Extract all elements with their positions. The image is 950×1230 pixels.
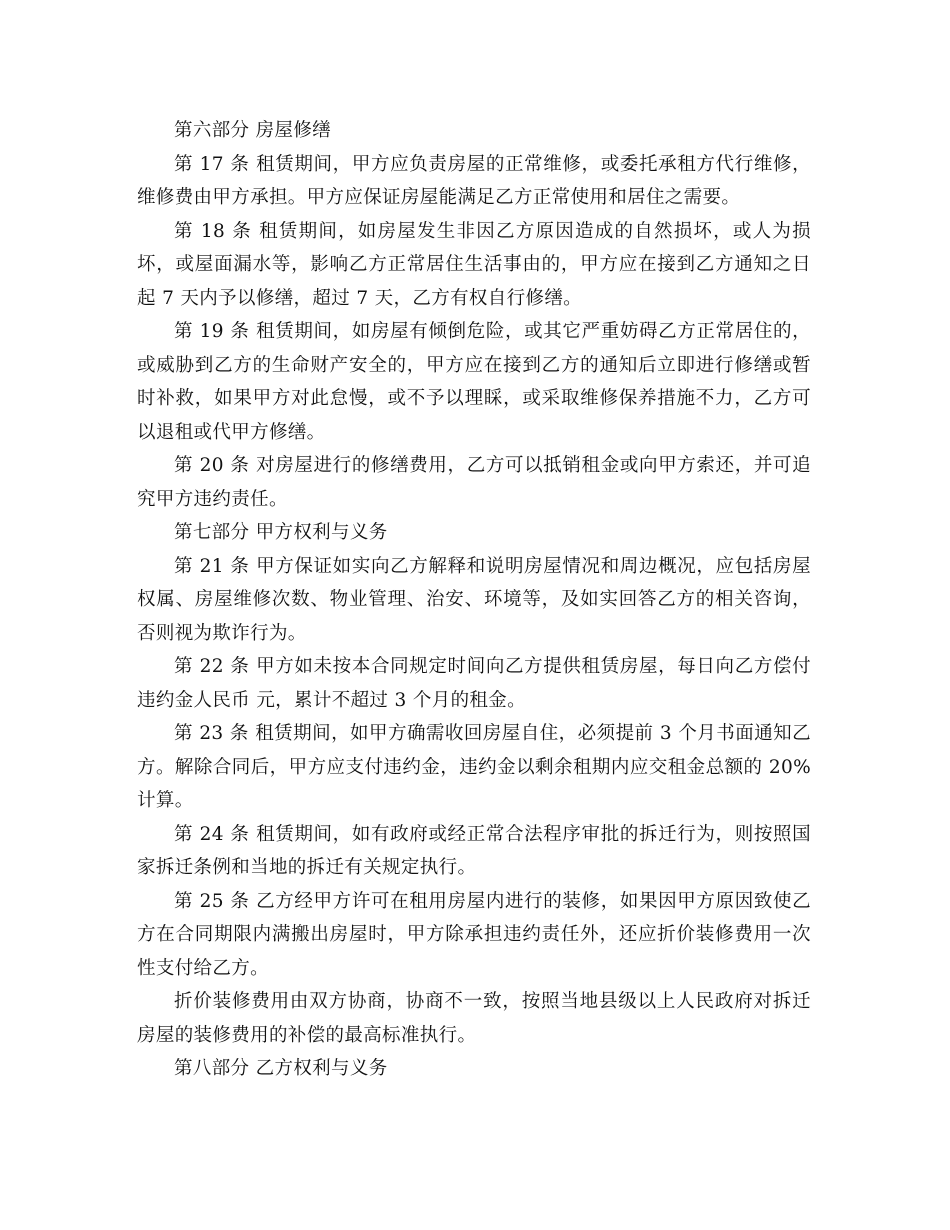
- document-body: [137, 114, 811, 1086]
- article-19: 第 19 条 租赁期间，如房屋有倾倒危险，或其它严重妨碍乙方正常居住的，或威胁到乙方的生命财产安全的，甲方应在接到乙方的通知后立即进行修缮或暂时补救，如果甲方对此怠慢，或不予以理睬，或采取维修保养措施不力，乙方可以退租或代甲方修缮。: [137, 321, 811, 443]
- article-24: 第 24 条 租赁期间，如有政府或经正常合法程序审批的拆迁行为，则按照国家拆迁条例和当地的拆迁有关规定执行。: [137, 823, 811, 878]
- article-21: 第 21 条 甲方保证如实向乙方解释和说明房屋情况和周边概况，应包括房屋权属、房屋维修次数、物业管理、治安、环境等，及如实回答乙方的相关咨询，否则视为欺诈行为。: [137, 555, 811, 644]
- article-17: 第 17 条 租赁期间，甲方应负责房屋的正常维修，或委托承租方代行维修，维修费由甲方承担。甲方应保证房屋能满足乙方正常使用和居住之需要。: [137, 153, 811, 208]
- article-20: 第 20 条 对房屋进行的修缮费用，乙方可以抵销租金或向甲方索还，并可追究甲方违约责任。: [137, 455, 811, 510]
- article-25-supplement: 折价装修费用由双方协商，协商不一致，按照当地县级以上人民政府对拆迁房屋的装修费用的补偿的最高标准执行。: [137, 991, 811, 1046]
- article-23: 第 23 条 租赁期间，如甲方确需收回房屋自住，必须提前 3 个月书面通知乙方。解除合同后，甲方应支付违约金，违约金以剩余租期内应交租金总额的 20%计算。: [137, 723, 811, 811]
- section-heading-part-6: 第六部分 房屋修缮: [174, 120, 332, 141]
- article-18: 第 18 条 租赁期间，如房屋发生非因乙方原因造成的自然损坏，或人为损坏，或屋面漏水等，影响乙方正常居住生活事由的，甲方应在接到乙方通知之日起 7 天内予以修缮，超过 7 天，乙方有权自行修缮。: [137, 220, 811, 309]
- section-heading-part-7: 第七部分 甲方权利与义务: [174, 522, 388, 543]
- article-22: 第 22 条 甲方如未按本合同规定时间向乙方提供租赁房屋，每日向乙方偿付违约金人民币 元，累计不超过 3 个月的租金。: [137, 656, 811, 711]
- article-25: 第 25 条 乙方经甲方许可在租用房屋内进行的装修，如果因甲方原因致使乙方在合同期限内满搬出房屋时，甲方除承担违约责任外，还应折价装修费用一次性支付给乙方。: [137, 890, 811, 979]
- section-heading-part-8: 第八部分 乙方权利与义务: [174, 1058, 388, 1079]
